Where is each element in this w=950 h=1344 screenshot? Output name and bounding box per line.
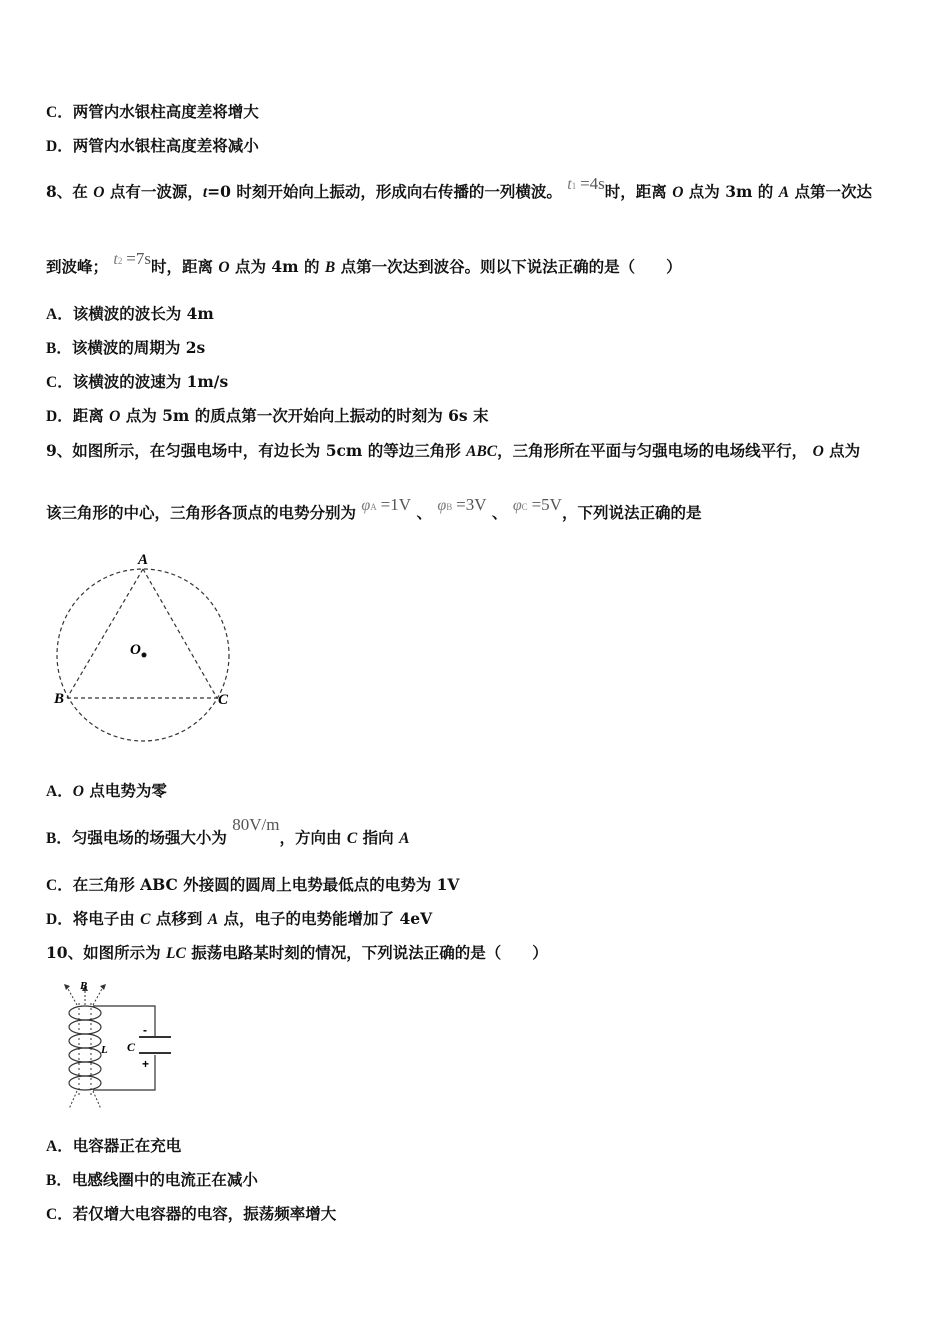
vertex-label-a: A — [138, 552, 149, 568]
phi-b-formula: φB =3V — [437, 495, 487, 514]
capacitor-label-c: C — [127, 1040, 136, 1054]
q10-stem: 10、如图所示为 LC 振荡电路某时刻的情况，下列说法正确的是（ ） — [46, 943, 548, 962]
q10-option-c: C．若仅增大电容器的电容，振荡频率增大 — [46, 1204, 337, 1223]
q10-option-b: B．电感线圈中的电流正在减小 — [46, 1170, 258, 1189]
triangle-circle-figure — [40, 548, 250, 748]
center-point-o — [142, 653, 147, 658]
q9-option-c: C．在三角形 ABC 外接圆的圆周上电势最低点的电势为 1V — [46, 875, 460, 894]
q8-option-d: D．距离 O 点为 5m 的质点第一次开始向上振动的时刻为 6s 末 — [46, 406, 489, 425]
arrow-icon — [64, 984, 70, 990]
field-line — [67, 987, 77, 1005]
q9-option-a: A．O 点电势为零 — [46, 781, 167, 800]
t2-formula: t2 =7s — [113, 249, 151, 268]
triangle-side-ab — [67, 569, 143, 698]
q8-stem-line2: 到波峰； t2 =7s时，距离 O 点为 4m 的 B 点第一次达到波谷。则以下说法正确的是（ ） — [46, 249, 682, 276]
field-line — [93, 987, 103, 1005]
triangle-side-ac — [143, 569, 217, 698]
t1-formula: t1 =4s — [567, 174, 605, 193]
field-strength-formula: 80V/m — [232, 815, 280, 834]
q8-stem-line1: 8、在 O 点有一波源，t=0 时刻开始向上振动，形成向右传播的一列横波。 t1 =4s时，距离 O 点为 3m 的 A 点第一次达 — [46, 174, 872, 201]
center-label-o: O — [130, 642, 141, 658]
vertex-label-c: C — [218, 692, 229, 708]
field-label-b: B — [80, 980, 88, 992]
inductor-coil — [69, 1006, 101, 1090]
field-line — [93, 1091, 101, 1109]
inductor-label-l: L — [101, 1044, 108, 1056]
q8-option-b: B．该横波的周期为 2s — [46, 338, 206, 357]
q9-option-d: D．将电子由 C 点移到 A 点，电子的电势能增加了 4eV — [46, 909, 433, 928]
q8-option-c: C．该横波的波速为 1m/s — [46, 372, 229, 391]
field-line — [69, 1091, 77, 1109]
capacitor-plus-sign: + — [142, 1057, 150, 1071]
q7-option-d: D．两管内水银柱高度差将减小 — [46, 136, 259, 155]
q9-stem-line1: 9、如图所示，在匀强电场中，有边长为 5cm 的等边三角形 ABC，三角形所在平面与匀强电场的电场线平行， O 点为 — [46, 441, 861, 460]
q9-stem-line2: 该三角形的中心，三角形各顶点的电势分别为 φA =1V 、 φB =3V 、 φC =5V，下列说法正确的是 — [46, 495, 702, 522]
q8-option-a: A．该横波的波长为 4m — [46, 304, 214, 323]
q7-option-c: C．两管内水银柱高度差将增大 — [46, 102, 259, 121]
vertex-label-b: B — [54, 691, 65, 707]
q9-option-b: B．匀强电场的场强大小为 80V/m，方向由 C 指向 A — [46, 815, 410, 847]
arrow-icon — [100, 984, 106, 990]
phi-c-formula: φC =5V — [512, 495, 562, 514]
phi-a-formula: φA =1V — [361, 495, 412, 514]
capacitor-minus-sign: - — [143, 1023, 147, 1037]
q10-option-a: A．电容器正在充电 — [46, 1136, 182, 1155]
lc-circuit-figure — [55, 975, 185, 1115]
